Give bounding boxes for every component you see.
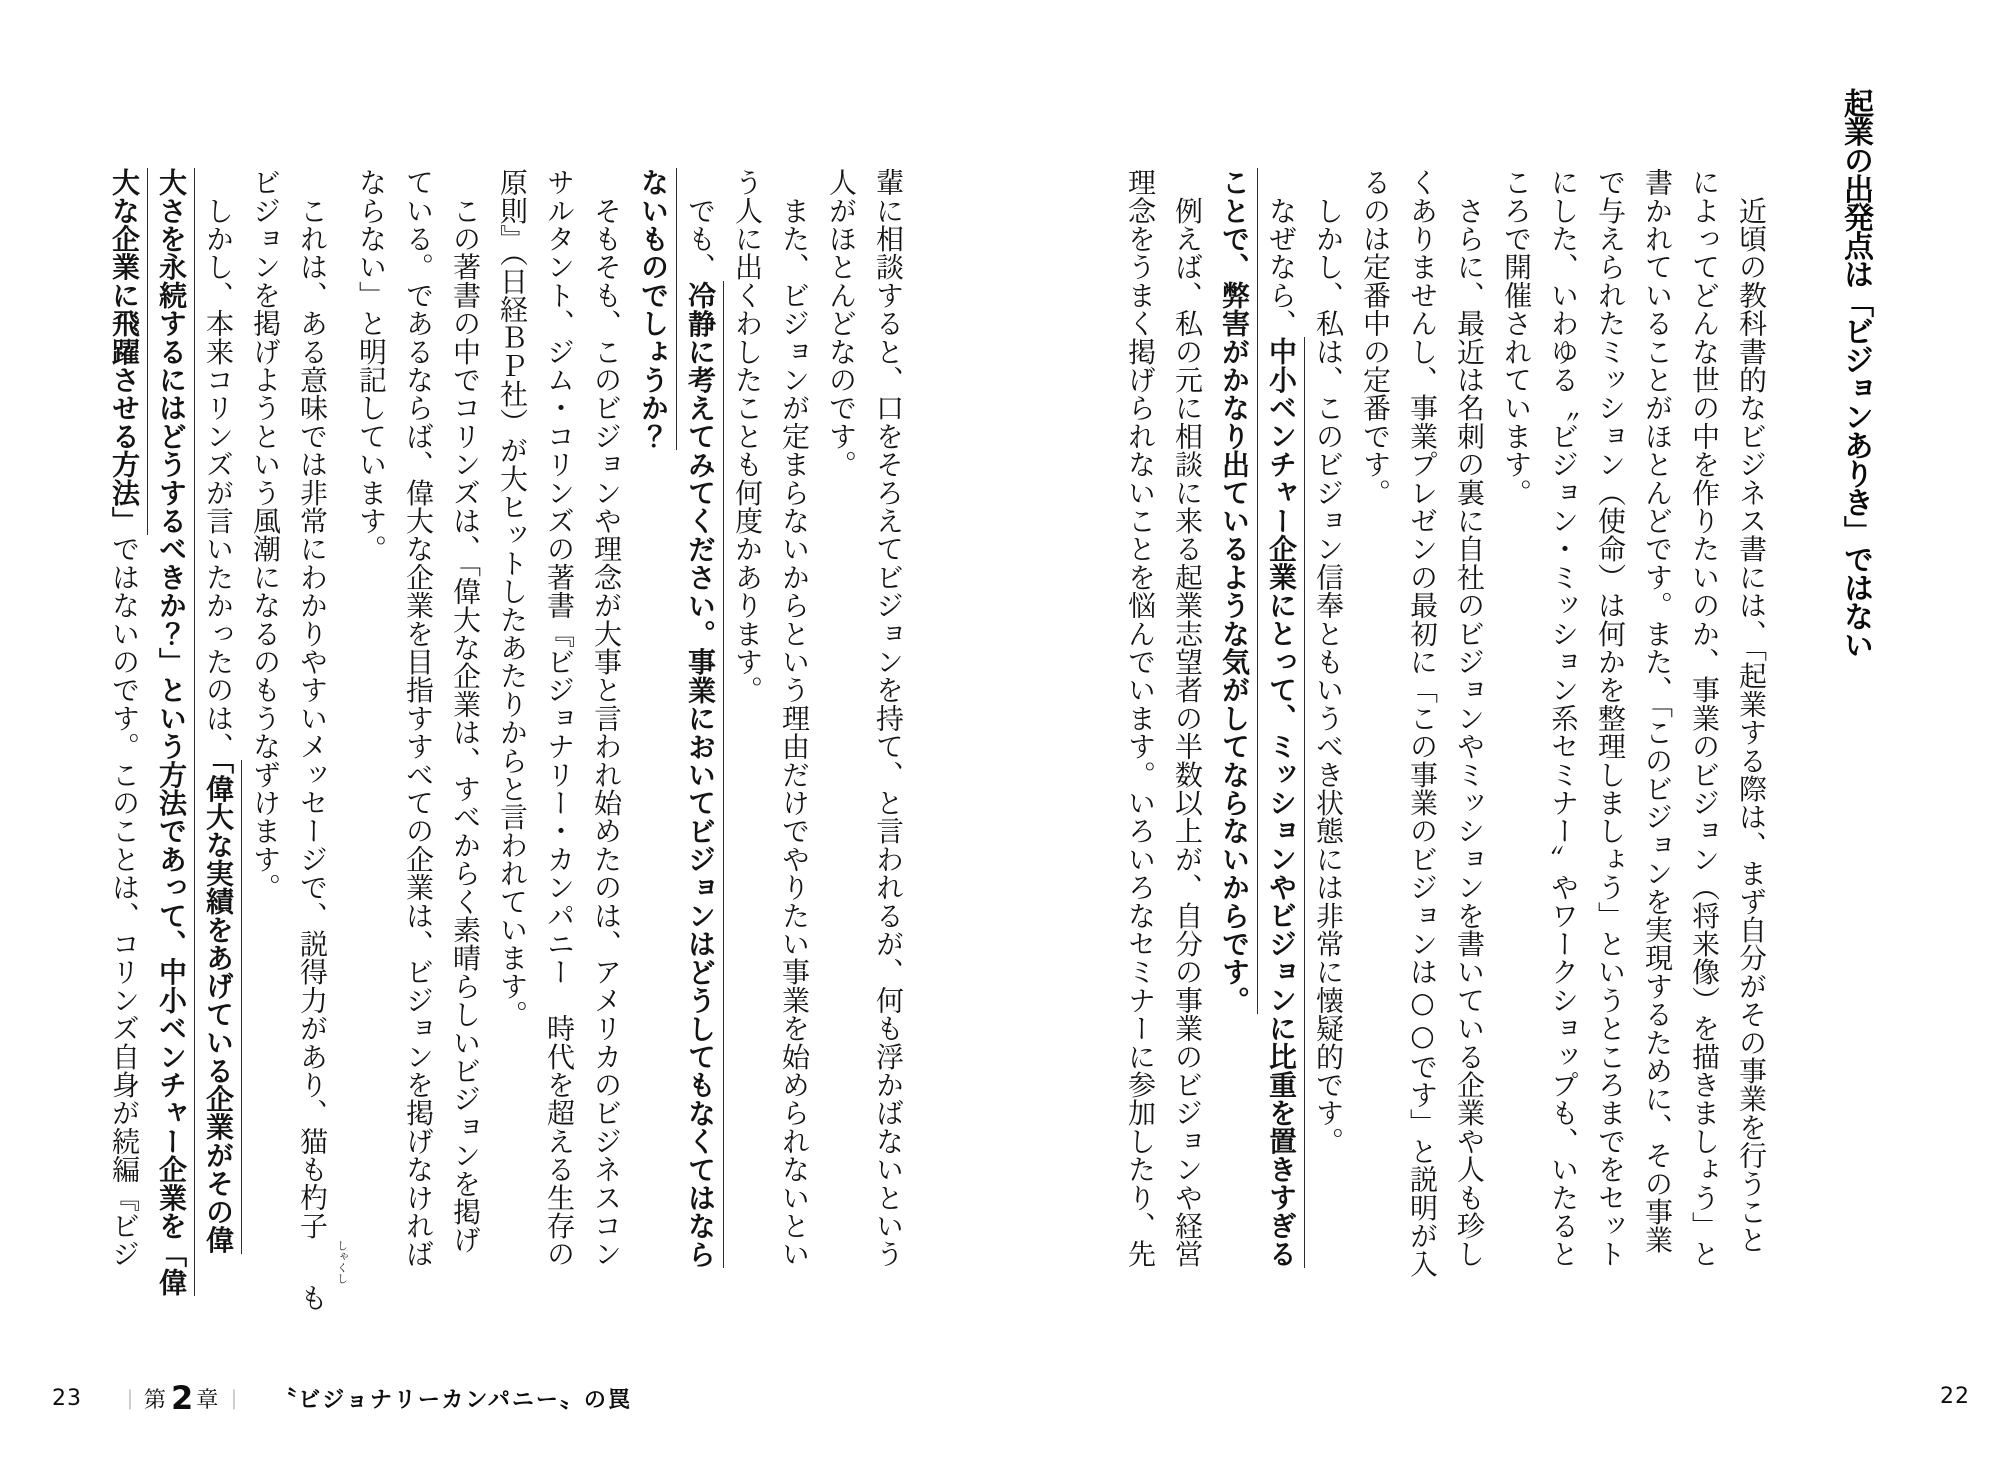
text-line — [583, 168, 630, 1338]
text-line — [771, 168, 818, 1338]
text-segment: 例えば、私の元に相談に来る起業志望者の半数以上が、自分の事業のビジョンや経営 — [1171, 168, 1204, 1268]
text-line — [1352, 168, 1399, 1338]
text-segment: これは、ある意味では非常にわかりやすいメッセージで、説得力があり、猫も — [296, 168, 329, 1184]
emphasized-text-segment: ことで、弊害がかなり出ているような気がしてならないからです。 — [1218, 168, 1258, 1014]
text-segment: ビジョンを掲げようという風潮になるのもうなずけます。 — [249, 168, 282, 902]
emphasized-text-segment: 「偉大な実績をあげている企業がその偉 — [202, 760, 242, 1254]
text-segment: くありませんし、事業プレゼンの最初に「この事業のビジョンは○○です」と説明が入 — [1406, 168, 1439, 1278]
emphasized-text-segment: 大な企業に飛躍させる方法」 — [108, 168, 148, 535]
text-segment: ならない」と明記しています。 — [355, 168, 388, 563]
text-line — [724, 168, 771, 1338]
text-line — [242, 168, 289, 1338]
text-segment: さらに、最近は名刺の裏に自社のビジョンやミッションを書いている企業や人も珍し — [1453, 168, 1486, 1268]
text-line — [1540, 168, 1587, 1338]
text-line — [1164, 168, 1211, 1338]
text-line — [1117, 168, 1164, 1338]
text-line — [1634, 168, 1681, 1338]
emphasized-text-segment: 中小ベンチャー企業にとって、ミッションやビジョンに比重を置きすぎる — [1265, 337, 1305, 1268]
text-line — [1587, 168, 1634, 1338]
text-line — [148, 168, 195, 1338]
text-line — [101, 168, 148, 1338]
left-page-footer — [52, 1379, 632, 1417]
text-segment: 理念をうまく掲げられないことを悩んでいます。いろいろなセミナーに参加したり、先 — [1124, 168, 1157, 1268]
text-segment: この著書の中でコリンズは、「偉大な企業は、すべからく素晴らしいビジョンを掲げ — [449, 168, 482, 1254]
text-line — [818, 168, 865, 1338]
text-segment: ころで開催されています。 — [1500, 168, 1533, 507]
text-segment: 輩に相談すると、口をそろえてビジョンを持て、と言われるが、何も浮かばないという — [872, 168, 905, 1268]
text-segment: しかし、私は、このビジョン信奉ともいうべき状態には非常に懐疑的です。 — [1312, 168, 1345, 1155]
text-segment: ではないのです。このことは、コリンズ自身が続編『ビジ — [108, 534, 141, 1268]
text-line — [1446, 168, 1493, 1338]
text-segment: う人に出くわしたことも何度かあります。 — [731, 168, 764, 704]
text-line — [630, 168, 677, 1338]
text-segment: 書かれていることがほとんどです。また、「このビジョンを実現するために、その事業 — [1641, 168, 1674, 1254]
chapter-label-post: 章 — [196, 1387, 221, 1413]
chapter-number: 2 — [171, 1379, 194, 1417]
text-line — [395, 168, 442, 1338]
text-segment: また、ビジョンが定まらないからという理由だけでやりたい事業を始められないとい — [778, 168, 811, 1268]
ruby-annotated-text: 杓子しゃくし — [296, 1183, 349, 1284]
text-segment: そもそも、このビジョンや理念が大事と言われ始めたのは、アメリカのビジネスコン — [590, 168, 623, 1268]
left-page-body — [90, 168, 912, 1338]
text-segment: にした、いわゆる〝ビジョン・ミッション系セミナー〟やワークショップも、いたると — [1547, 168, 1580, 1268]
text-segment: サルタント、ジム・コリンズの著書『ビジョナリー・カンパニー 時代を超える生存の — [543, 168, 576, 1268]
text-segment: 人がほとんどなのです。 — [825, 168, 858, 479]
text-line — [1399, 168, 1446, 1338]
emphasized-text-segment: 冷静に考えてみてください。事業においてビジョンはどうしてもなくてはなら — [684, 281, 724, 1268]
emphasized-text-segment: 大さを永続するにはどうするべきか？」という方法であって、中小ベンチャー企業を「偉 — [155, 168, 195, 1296]
right-page-body — [1113, 168, 1775, 1338]
text-line — [442, 168, 489, 1338]
text-line — [1211, 168, 1258, 1338]
text-line — [195, 168, 242, 1338]
chapter-title: 〝ビジョナリーカンパニー〟の罠 — [274, 1387, 632, 1413]
text-segment: るのは定番中の定番です。 — [1359, 168, 1392, 507]
text-line — [1305, 168, 1352, 1338]
text-segment: も — [296, 1283, 329, 1312]
text-line — [677, 168, 724, 1338]
text-line — [865, 168, 912, 1338]
text-line — [348, 168, 395, 1338]
text-segment: なぜなら、 — [1265, 168, 1298, 338]
footer-separator-bar: ｜ — [125, 1387, 135, 1412]
footer-separator-bar: ｜ — [229, 1387, 240, 1412]
text-line — [289, 168, 348, 1338]
left-page-number: 23 — [52, 1385, 82, 1411]
text-segment: で与えられたミッション（使命）は何かを整理しましょう」というところまでをセット — [1594, 168, 1627, 1268]
text-line — [1681, 168, 1728, 1338]
right-page-number: 22 — [1940, 1384, 1970, 1409]
text-segment: によってどんな世の中を作りたいのか、事業のビジョン（将来像）を描きましょう」と — [1688, 168, 1721, 1268]
text-line — [1258, 168, 1305, 1338]
text-segment: 原則』（日経ＢＰ社）が大ヒットしたあたりからと言われています。 — [496, 168, 529, 1029]
emphasized-text-segment: ないものでしょうか？ — [637, 168, 677, 450]
text-line — [536, 168, 583, 1338]
text-line — [1728, 168, 1775, 1338]
text-segment: ている。であるならば、偉大な企業を目指すすべての企業は、ビジョンを掲げなければ — [402, 168, 435, 1268]
text-segment: しかし、本来コリンズが言いたかったのは、 — [202, 168, 235, 761]
text-segment: でも、 — [684, 168, 717, 281]
text-segment: 近頃の教科書的なビジネス書には、「起業する際は、まず自分がその事業を行うこと — [1735, 168, 1768, 1254]
chapter-label-pre: 第 — [144, 1387, 169, 1413]
text-line — [489, 168, 536, 1338]
text-line — [1493, 168, 1540, 1338]
page-title: 起業の出発点は「ビジョンありき」ではない — [1838, 88, 1873, 658]
